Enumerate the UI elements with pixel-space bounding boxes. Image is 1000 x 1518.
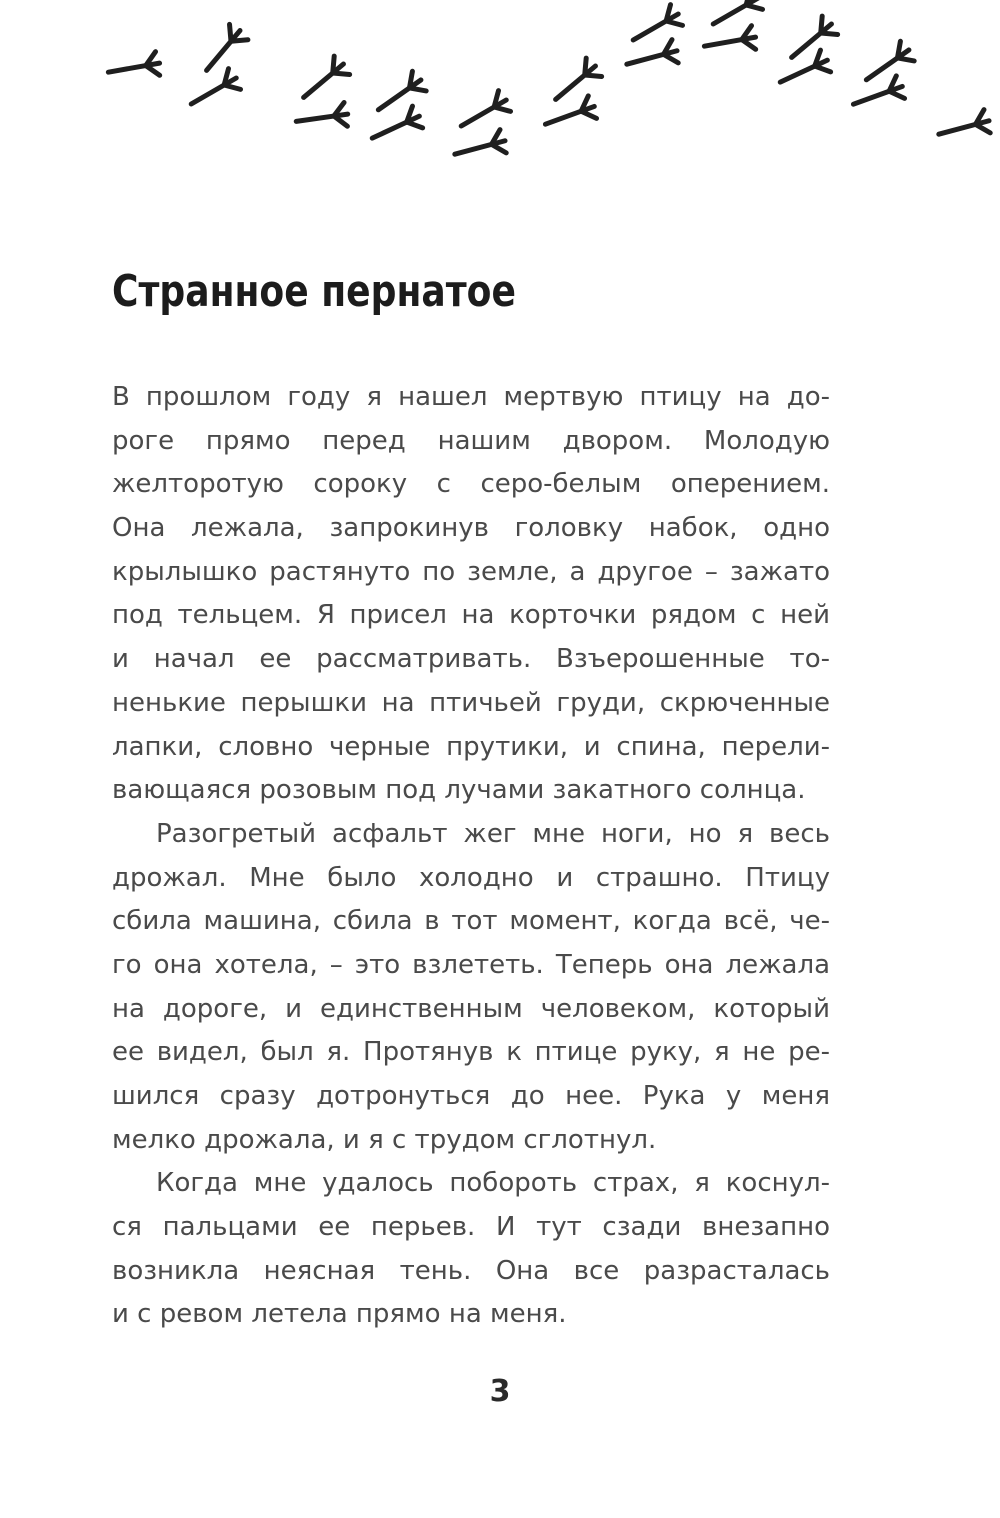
text-line: Она лежала, запрокинув головку набок, одно: [112, 513, 830, 544]
text-line: крылышко растянуто по земле, а другое – зажато: [112, 556, 830, 587]
bird-footprint-icon: [859, 40, 915, 89]
text-line: ненькие перышки на птичьей груди, скрюченные: [112, 687, 830, 718]
bird-footprint-icon: [627, 4, 684, 51]
text-line: ся пальцами ее перьев. И тут сзади внезапно: [112, 1212, 830, 1243]
bird-footprint-icon: [367, 105, 424, 149]
body-text: [112, 376, 830, 1337]
bird-footprint-icon: [295, 102, 350, 133]
text-line: В прошлом году я нашел мертвую птицу на до-: [112, 382, 830, 412]
text-line: под тельцем. Я присел на корточки рядом с ней: [112, 600, 830, 631]
text-line: ее видел, был я. Протянув к птице руку, я не ре-: [112, 1037, 830, 1068]
bird-footprint-icon: [624, 39, 680, 76]
text-line: желторотую сороку с серо-белым оперением.: [112, 469, 830, 500]
bird-footprint-icon: [541, 95, 598, 135]
text-line: Когда мне удалось побороть страх, я коснул-: [156, 1168, 830, 1199]
bird-footprint-icon: [296, 55, 351, 107]
text-line: вающаяся розовым под лучами закатного солнца.: [112, 775, 806, 806]
text-line: роге прямо перед нашим двором. Молодую: [112, 425, 830, 456]
text-line: Разогретый асфальт жег мне ноги, но я весь: [156, 818, 830, 849]
bird-footprint-icon: [371, 70, 427, 119]
text-line: мелко дрожала, и я с трудом сглотнул.: [112, 1124, 657, 1155]
bird-footprint-icon: [936, 109, 992, 146]
page-number: 3: [489, 1374, 511, 1409]
bird-footprint-icon: [702, 25, 757, 58]
bird-footprint-icon: [106, 51, 161, 84]
bird-footprint-icon: [455, 90, 512, 137]
text-line: лапки, словно черные прутики, и спина, перели-: [112, 731, 830, 762]
page-title: Странное пернатое: [112, 266, 516, 317]
bird-footprint-icon: [784, 15, 839, 67]
text-line: сбила машина, сбила в тот момент, когда всё, че-: [112, 906, 830, 937]
bird-footprint-icon: [707, 0, 764, 34]
bird-footprint-icon: [849, 75, 906, 115]
text-line: дрожал. Мне было холодно и страшно. Птицу: [112, 862, 830, 893]
bird-footprint-icon: [548, 57, 603, 109]
bird-footprint-icon: [197, 23, 249, 78]
text-line: го она хотела, – это взлететь. Теперь она лежала: [112, 949, 830, 980]
text-line: возникла неясная тень. Она все разрасталась: [112, 1255, 830, 1286]
bird-footprint-icon: [775, 49, 832, 93]
text-line: на дороге, и единственным человеком, который: [112, 993, 830, 1024]
bird-footprint-icon: [452, 129, 508, 166]
text-line: шился сразу дотронуться до нее. Рука у меня: [112, 1081, 830, 1111]
bird-footprint-icon: [185, 68, 242, 115]
text-line: и начал ее рассматривать. Взъерошенные то-: [112, 644, 830, 675]
text-line: и с ревом летела прямо на меня.: [112, 1299, 567, 1330]
bird-tracks-decoration: [0, 0, 1000, 180]
